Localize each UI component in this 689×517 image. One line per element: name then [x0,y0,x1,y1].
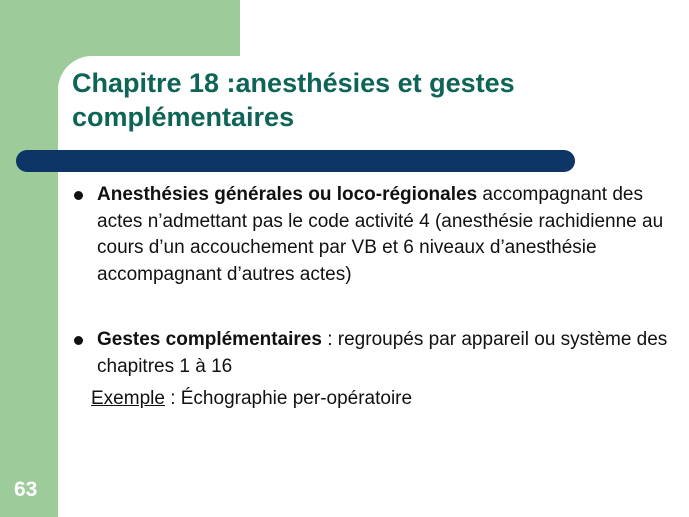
slide-body [70,182,670,413]
example-label: Exemple [91,388,165,409]
bullet-dot-icon [74,191,83,200]
bullet-text: accompagnant des actes n’admettant pas le code activité 4 (anesthésie rachidienne au cours d’un accouchement par VB et 6 niveaux d’anesthésie accompagnant d’autres actes) [97,184,664,285]
example-line [70,386,670,413]
bullet-dot-icon [74,336,83,345]
bullet-text: : regroupés par appareil ou système des chapitres 1 à 16 [97,329,668,377]
bullet-heading: Anesthésies générales ou loco-régionales [97,184,478,205]
slide-title: Chapitre 18 :anesthésies et gestes complémentaires [72,68,515,132]
bullet-heading: Gestes complémentaires [97,329,322,350]
page-number: 63 [14,478,38,501]
bullet-item-anesthesies [70,182,670,288]
title-divider-bar [16,150,575,172]
bullet-item-gestes [70,327,670,380]
example-text: : Échographie per-opératoire [164,388,413,409]
